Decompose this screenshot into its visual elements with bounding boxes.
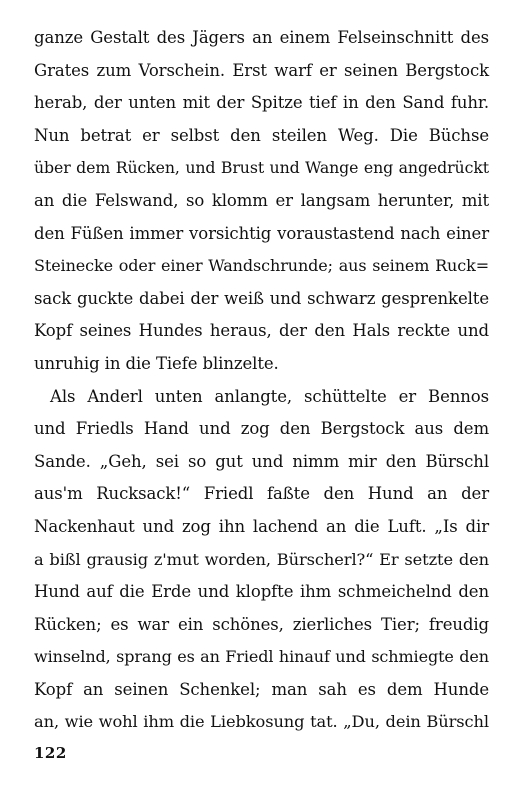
text-line: ganze Gestalt des Jägers an einem Felseinschnitt des: [34, 28, 489, 47]
text-line: Kopf an seinen Schenkel; man sah es dem Hunde: [34, 679, 489, 699]
page-number: 122: [34, 744, 67, 762]
body-text: [34, 22, 489, 739]
text-line: den Füßen immer vorsichtig voraustastend nach einer: [34, 223, 489, 243]
paragraph-1: [34, 22, 489, 381]
paragraph-2: [34, 381, 489, 740]
text-line: Nun betrat er selbst den steilen Weg. Die Büchse: [34, 125, 489, 145]
text-line: aus'm Rucksack!“ Friedl faßte den Hund an der: [34, 484, 489, 504]
text-line: Sande. „Geh, sei so gut und nimm mir den Bürschl: [34, 451, 489, 471]
text-line: Steinecke oder einer Wandschrunde; aus seinem Ruck=: [34, 256, 489, 276]
text-line: Nackenhaut und zog ihn lachend an die Luft. „Is dir: [34, 516, 489, 536]
text-line: Als Anderl unten anlangte, schüttelte er Bennos: [50, 386, 489, 406]
text-line: sack guckte dabei der weiß und schwarz gesprenkelte: [34, 288, 489, 308]
text-line: an die Felswand, so klomm er langsam herunter, mit: [34, 190, 489, 210]
text-line: und Friedls Hand und zog den Bergstock aus dem: [34, 419, 489, 439]
text-line: herab, der unten mit der Spitze tief in den Sand fuhr.: [34, 93, 489, 113]
text-line: Kopf seines Hundes heraus, der den Hals reckte und: [34, 321, 489, 341]
text-line: Hund auf die Erde und klopfte ihm schmeichelnd den: [34, 582, 489, 602]
text-line: a bißl grausig z'mut worden, Bürscherl?“ Er setzte den: [34, 549, 489, 569]
text-line: winselnd, sprang es an Friedl hinauf und schmiegte den: [34, 647, 489, 667]
text-line: unruhig in die Tiefe blinzelte.: [34, 353, 279, 373]
text-line: Grates zum Vorschein. Erst warf er seinen Bergstock: [34, 60, 489, 80]
text-line: an, wie wohl ihm die Liebkosung tat. „Du, dein Bürschl: [34, 712, 489, 732]
text-line: Rücken; es war ein schönes, zierliches Tier; freudig: [34, 614, 489, 634]
text-line: über dem Rücken, und Brust und Wange eng angedrückt: [34, 158, 489, 178]
